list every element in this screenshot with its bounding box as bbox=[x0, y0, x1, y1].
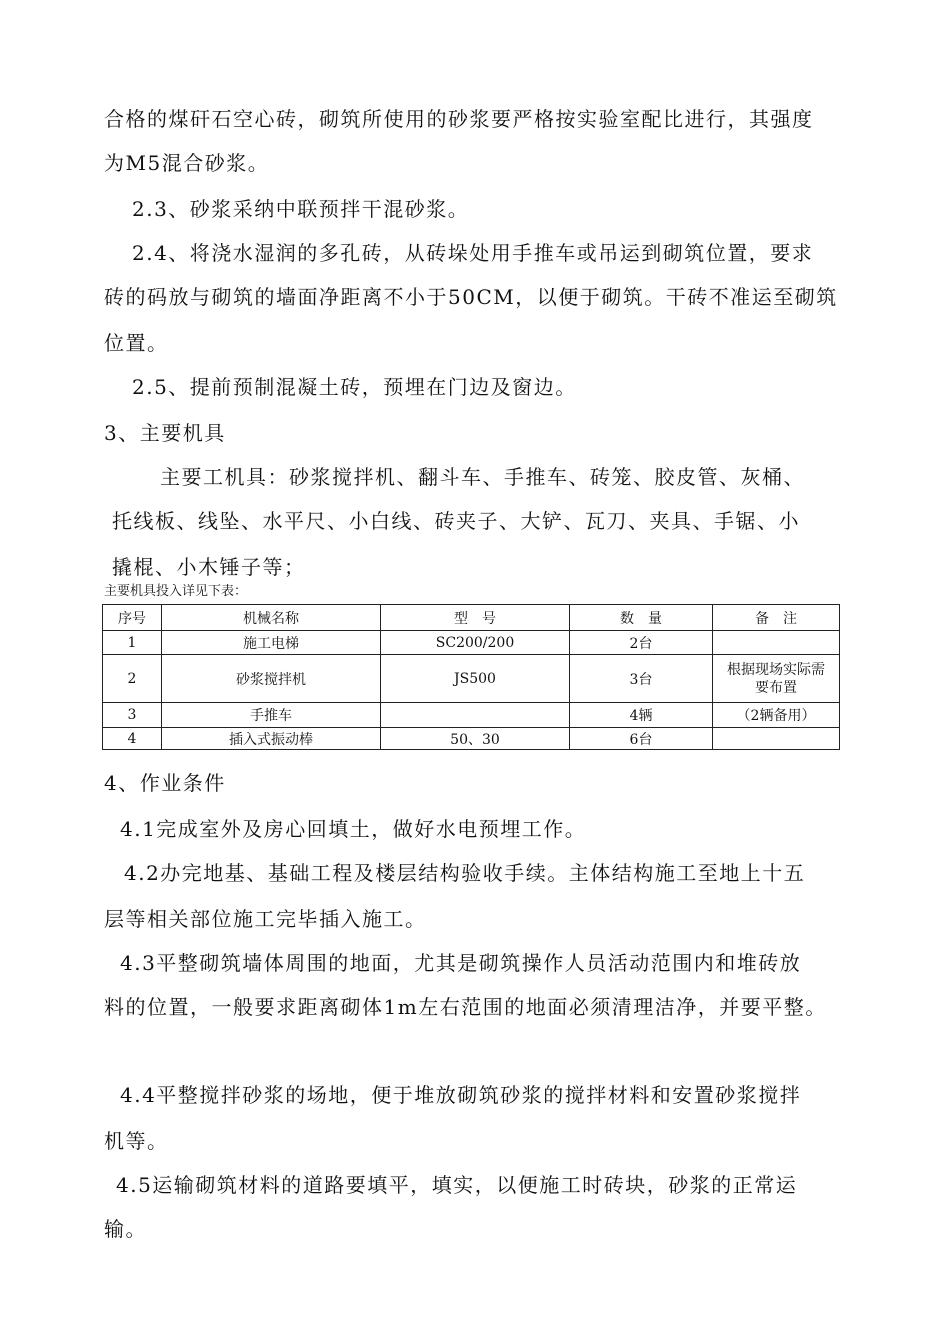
table-header-cell: 机械名称 bbox=[162, 605, 381, 631]
table-header-row bbox=[103, 605, 840, 631]
table-row bbox=[103, 655, 840, 703]
table-cell: 4辆 bbox=[570, 703, 713, 728]
table-row bbox=[103, 728, 840, 750]
paragraph-line: 输。 bbox=[104, 1217, 147, 1241]
paragraph-line: 机等。 bbox=[104, 1129, 169, 1153]
table-cell: 3 bbox=[103, 703, 162, 728]
paragraph-line: 4.4平整搅拌砂浆的场地，便于堆放砌筑砂浆的搅拌材料和安置砂浆搅拌 bbox=[120, 1083, 802, 1107]
table-cell: 手推车 bbox=[162, 703, 381, 728]
table-cell: 50、30 bbox=[381, 728, 570, 750]
table-cell: 4 bbox=[103, 728, 162, 750]
paragraph-line: 4.1完成室外及房心回填土，做好水电预埋工作。 bbox=[120, 817, 587, 841]
paragraph-line: 撬棍、小木锤子等； bbox=[112, 555, 306, 579]
table-cell: 施工电梯 bbox=[162, 631, 381, 655]
paragraph-line: 层等相关部位施工完毕插入施工。 bbox=[104, 907, 427, 931]
paragraph-line: 2.3、砂浆采纳中联预拌干混砂浆。 bbox=[132, 197, 470, 221]
paragraph-line: 2.4、将浇水湿润的多孔砖，从砖垛处用手推车或吊运到砌筑位置，要求 bbox=[132, 241, 814, 265]
table-header-cell: 型 号 bbox=[381, 605, 570, 631]
table-row bbox=[103, 631, 840, 655]
table-cell: 根据现场实际需要布置 bbox=[713, 655, 840, 703]
paragraph-line: 托线板、线坠、水平尺、小白线、砖夹子、大铲、瓦刀、夹具、手锯、小 bbox=[112, 509, 800, 533]
table-cell: SC200/200 bbox=[381, 631, 570, 655]
paragraph-line: 2.5、提前预制混凝土砖，预埋在门边及窗边。 bbox=[132, 375, 577, 399]
table-cell: 6台 bbox=[570, 728, 713, 750]
paragraph-line: 为M5混合砂浆。 bbox=[104, 151, 270, 175]
paragraph-line: 料的位置，一般要求距离砌体1m左右范围的地面必须清理洁净，并要平整。 bbox=[104, 995, 827, 1019]
table-cell: 2台 bbox=[570, 631, 713, 655]
table-cell bbox=[713, 728, 840, 750]
paragraph-line: 砖的码放与砌筑的墙面净距离不小于50CM，以便于砌筑。干砖不准运至砌筑 bbox=[104, 285, 838, 309]
table-caption: 主要机具投入详见下表： bbox=[104, 584, 248, 599]
paragraph-line: 位置。 bbox=[104, 331, 169, 355]
table-cell: 2 bbox=[103, 655, 162, 703]
table-cell: 1 bbox=[103, 631, 162, 655]
table-row bbox=[103, 703, 840, 728]
table-cell: 3台 bbox=[570, 655, 713, 703]
paragraph-line: 4.2办完地基、基础工程及楼层结构验收手续。主体结构施工至地上十五 bbox=[124, 861, 806, 885]
paragraph-line: 4.3平整砌筑墙体周围的地面，尤其是砌筑操作人员活动范围内和堆砖放 bbox=[120, 951, 802, 975]
table-cell: JS500 bbox=[381, 655, 570, 703]
table-cell: 插入式振动棒 bbox=[162, 728, 381, 750]
table-cell bbox=[713, 631, 840, 655]
table-cell bbox=[381, 703, 570, 728]
table-header-cell: 序号 bbox=[103, 605, 162, 631]
paragraph-line: 合格的煤矸石空心砖，砌筑所使用的砂浆要严格按实验室配比进行，其强度 bbox=[104, 107, 814, 131]
table-cell: 砂浆搅拌机 bbox=[162, 655, 381, 703]
table-header-cell: 数 量 bbox=[570, 605, 713, 631]
table-cell: （2辆备用） bbox=[713, 703, 840, 728]
section-heading: 3、主要机具 bbox=[104, 421, 226, 445]
section-heading: 4、作业条件 bbox=[104, 771, 226, 795]
paragraph-line: 4.5运输砌筑材料的道路要填平，填实，以便施工时砖块，砂浆的正常运 bbox=[116, 1173, 798, 1197]
paragraph-line: 主要工机具：砂浆搅拌机、翻斗车、手推车、砖笼、胶皮管、灰桶、 bbox=[160, 465, 805, 489]
equipment-table bbox=[102, 604, 840, 750]
table-header-cell: 备 注 bbox=[713, 605, 840, 631]
